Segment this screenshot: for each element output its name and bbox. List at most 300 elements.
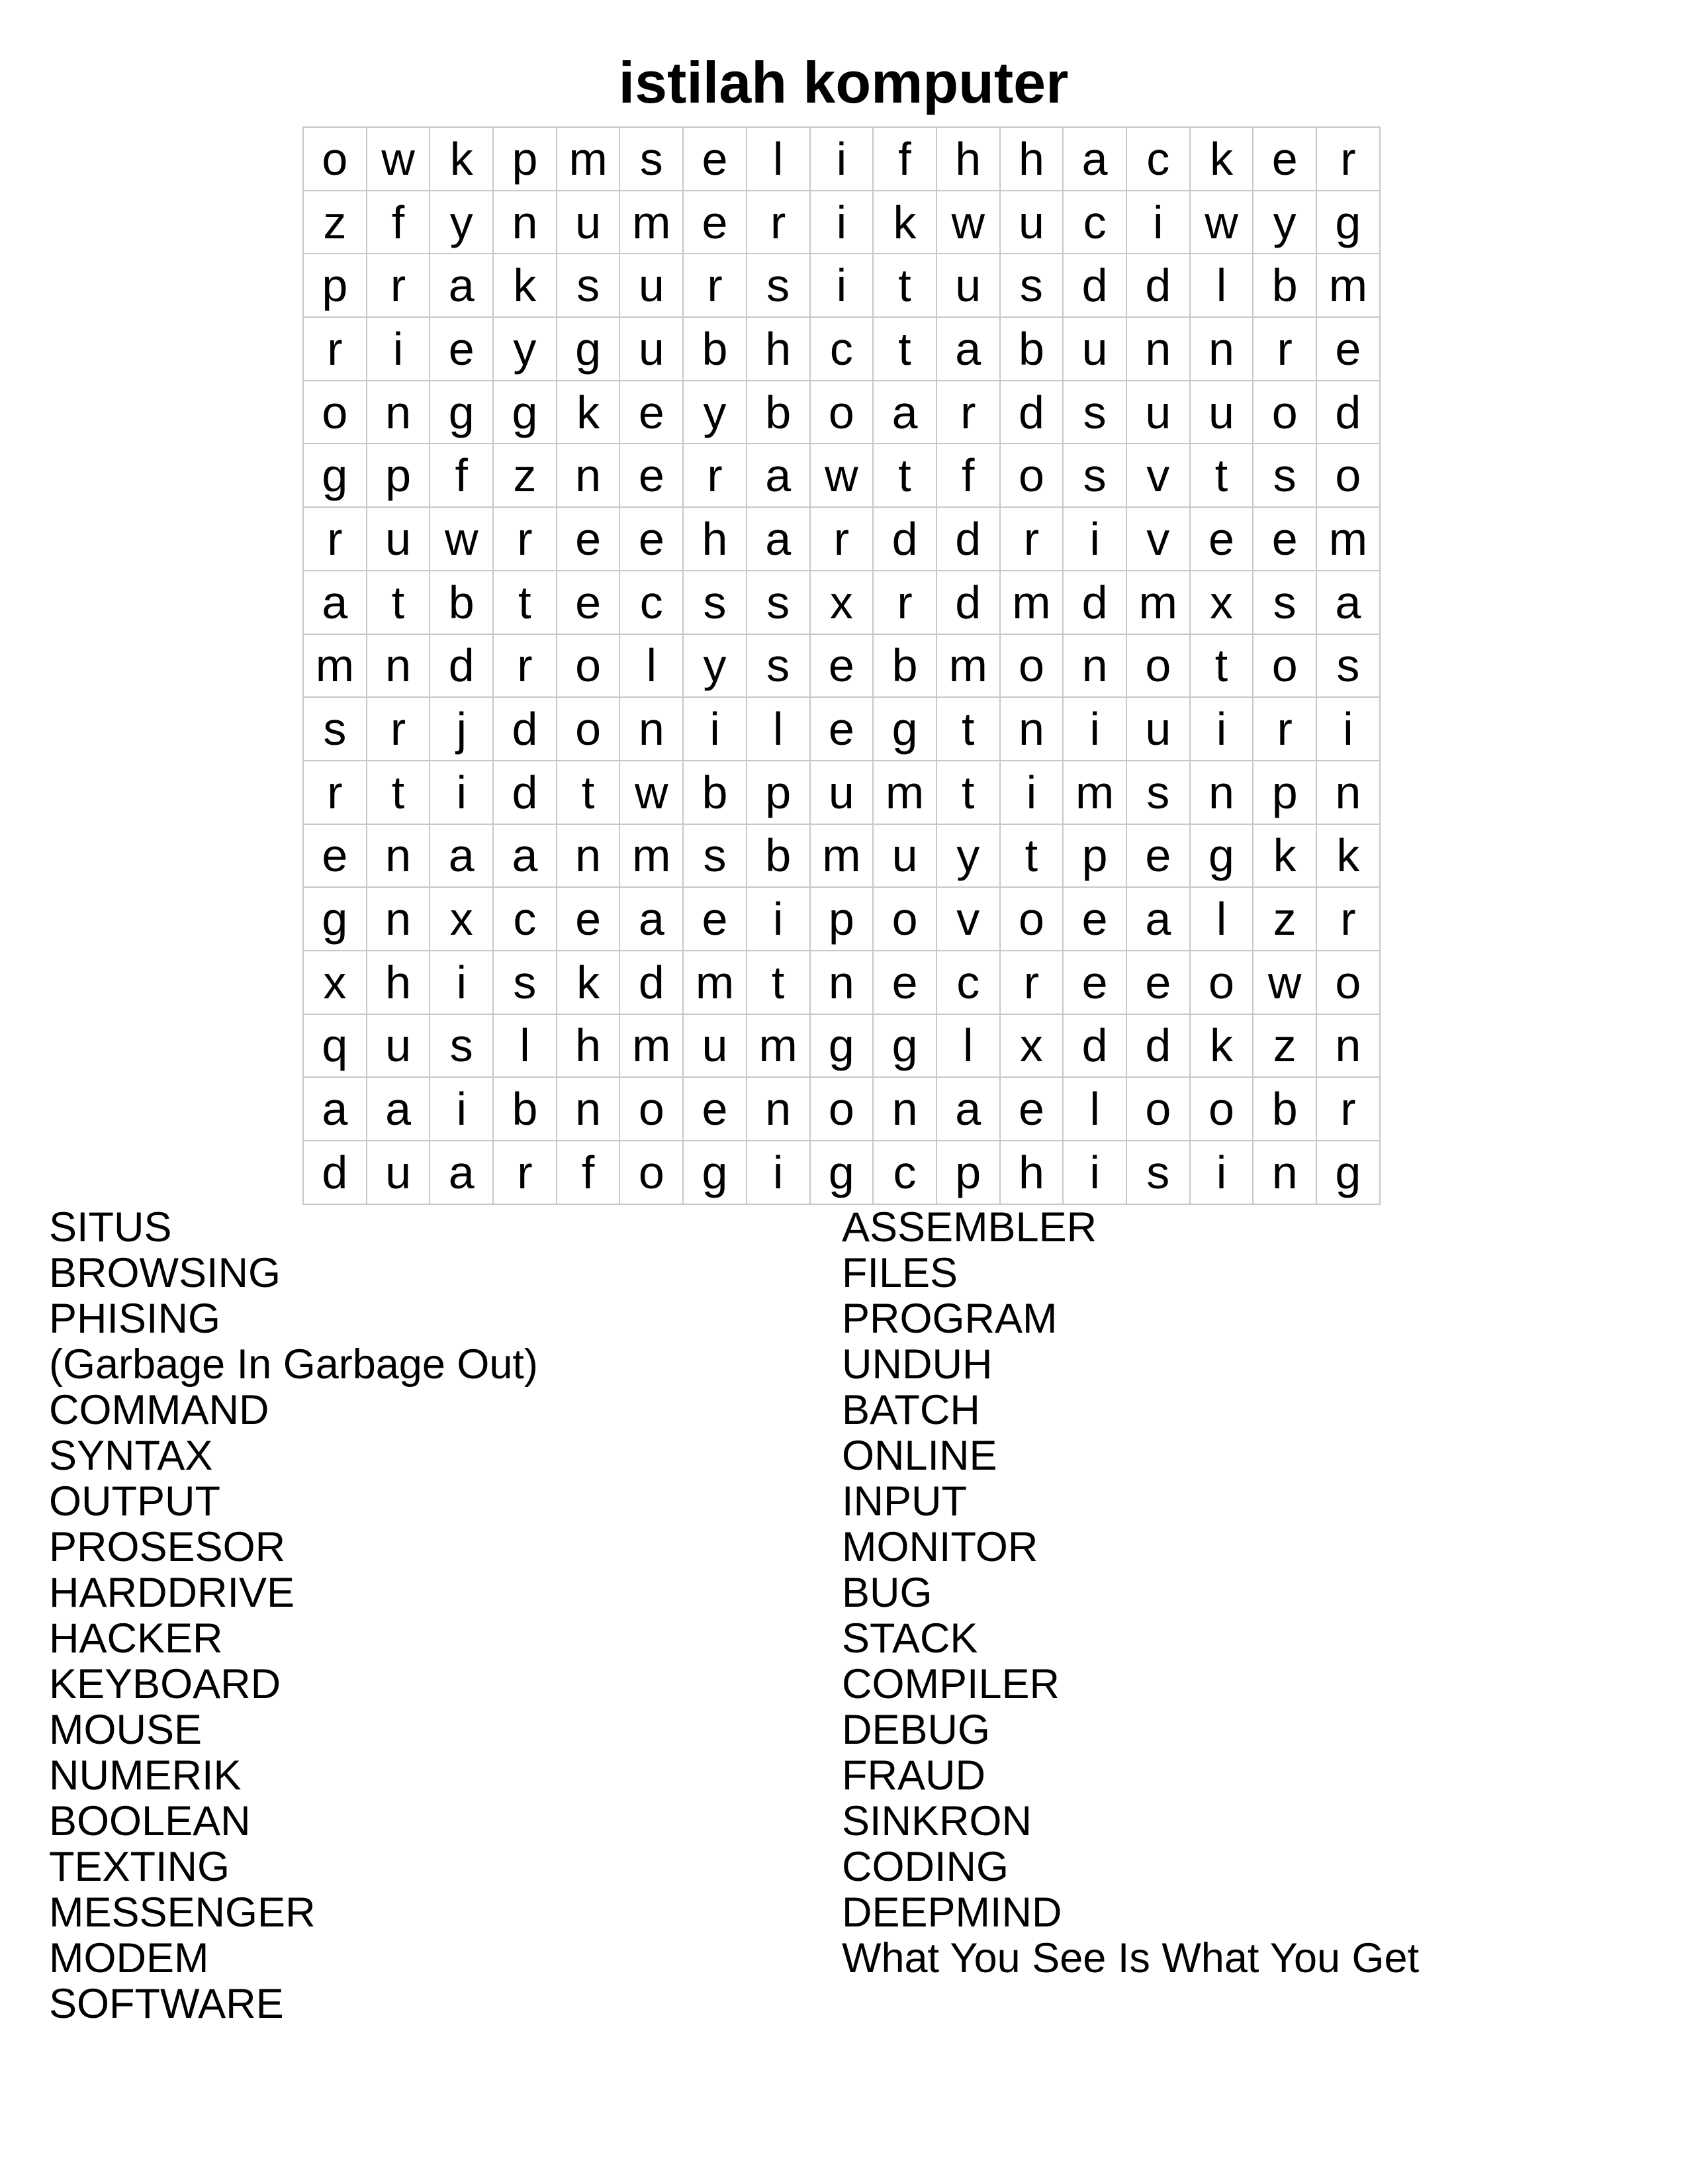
grid-cell: n bbox=[1191, 318, 1254, 381]
grid-cell: t bbox=[367, 761, 431, 825]
grid-cell: o bbox=[1191, 1078, 1254, 1141]
grid-cell: b bbox=[1001, 318, 1064, 381]
grid-cell: e bbox=[1001, 1078, 1064, 1141]
grid-cell: d bbox=[494, 698, 557, 761]
word-list-item: COMPILER bbox=[842, 1661, 1060, 1707]
grid-cell: i bbox=[1064, 1141, 1127, 1205]
grid-cell: r bbox=[367, 254, 431, 318]
grid-cell: m bbox=[1317, 254, 1381, 318]
grid-cell: i bbox=[1127, 191, 1191, 255]
grid-cell: t bbox=[1191, 635, 1254, 698]
grid-cell: n bbox=[557, 825, 621, 888]
grid-cell: m bbox=[937, 635, 1001, 698]
grid-cell: c bbox=[874, 1141, 937, 1205]
grid-cell: x bbox=[1001, 1015, 1064, 1078]
grid-cell: y bbox=[937, 825, 1001, 888]
word-list-item: HACKER bbox=[49, 1615, 223, 1662]
grid-cell: n bbox=[1127, 318, 1191, 381]
grid-cell: o bbox=[811, 1078, 874, 1141]
grid-cell: b bbox=[430, 571, 494, 635]
grid-cell: e bbox=[1254, 128, 1317, 191]
grid-cell: l bbox=[747, 698, 811, 761]
grid-cell: r bbox=[874, 571, 937, 635]
grid-cell: r bbox=[494, 1141, 557, 1205]
grid-cell: m bbox=[304, 635, 367, 698]
word-list-item: MOUSE bbox=[49, 1707, 203, 1753]
grid-cell: a bbox=[1127, 888, 1191, 951]
grid-cell: v bbox=[937, 888, 1001, 951]
grid-cell: k bbox=[874, 191, 937, 255]
grid-cell: i bbox=[430, 951, 494, 1015]
grid-cell: k bbox=[430, 128, 494, 191]
word-list-item: TEXTING bbox=[49, 1844, 230, 1890]
grid-cell: u bbox=[1127, 698, 1191, 761]
grid-cell: u bbox=[1001, 191, 1064, 255]
grid-cell: n bbox=[1317, 1015, 1381, 1078]
grid-cell: t bbox=[557, 761, 621, 825]
word-list-item: DEEPMIND bbox=[842, 1889, 1062, 1936]
grid-cell: a bbox=[874, 381, 937, 445]
grid-cell: u bbox=[620, 318, 684, 381]
grid-cell: e bbox=[1064, 888, 1127, 951]
grid-cell: z bbox=[494, 444, 557, 508]
grid-cell: i bbox=[1064, 508, 1127, 571]
grid-cell: b bbox=[494, 1078, 557, 1141]
grid-cell: h bbox=[367, 951, 431, 1015]
grid-cell: h bbox=[684, 508, 747, 571]
grid-cell: c bbox=[1064, 191, 1127, 255]
grid-cell: o bbox=[620, 1141, 684, 1205]
word-list-item: MODEM bbox=[49, 1935, 209, 1981]
grid-cell: o bbox=[1001, 888, 1064, 951]
word-list-item: SYNTAX bbox=[49, 1433, 213, 1479]
grid-cell: t bbox=[874, 254, 937, 318]
word-list-item: MONITOR bbox=[842, 1524, 1038, 1570]
grid-cell: h bbox=[1001, 128, 1064, 191]
grid-cell: p bbox=[747, 761, 811, 825]
grid-cell: m bbox=[747, 1015, 811, 1078]
grid-cell: v bbox=[1127, 508, 1191, 571]
word-list-item: PHISING bbox=[49, 1296, 221, 1342]
grid-cell: o bbox=[811, 381, 874, 445]
grid-cell: i bbox=[811, 254, 874, 318]
grid-cell: h bbox=[747, 318, 811, 381]
grid-cell: s bbox=[684, 571, 747, 635]
grid-cell: d bbox=[937, 508, 1001, 571]
grid-cell: n bbox=[620, 698, 684, 761]
grid-cell: r bbox=[811, 508, 874, 571]
grid-cell: o bbox=[1191, 951, 1254, 1015]
grid-cell: s bbox=[620, 128, 684, 191]
word-list-item: OUTPUT bbox=[49, 1478, 220, 1525]
grid-cell: u bbox=[620, 254, 684, 318]
grid-cell: p bbox=[1254, 761, 1317, 825]
grid-cell: p bbox=[1064, 825, 1127, 888]
grid-cell: i bbox=[684, 698, 747, 761]
grid-cell: t bbox=[874, 444, 937, 508]
grid-cell: n bbox=[367, 635, 431, 698]
word-list-item: HARDDRIVE bbox=[49, 1570, 295, 1616]
grid-cell: w bbox=[620, 761, 684, 825]
grid-cell: e bbox=[684, 1078, 747, 1141]
grid-cell: d bbox=[430, 635, 494, 698]
grid-cell: j bbox=[430, 698, 494, 761]
grid-cell: e bbox=[620, 381, 684, 445]
word-list-item: DEBUG bbox=[842, 1707, 991, 1753]
word-list-item: BUG bbox=[842, 1570, 933, 1616]
grid-cell: e bbox=[1127, 825, 1191, 888]
grid-cell: s bbox=[430, 1015, 494, 1078]
grid-cell: e bbox=[1191, 508, 1254, 571]
grid-cell: y bbox=[1254, 191, 1317, 255]
grid-cell: f bbox=[937, 444, 1001, 508]
grid-cell: a bbox=[430, 825, 494, 888]
grid-cell: m bbox=[1317, 508, 1381, 571]
grid-cell: g bbox=[430, 381, 494, 445]
word-list-item: BATCH bbox=[842, 1387, 980, 1433]
grid-cell: o bbox=[1317, 444, 1381, 508]
grid-cell: b bbox=[1254, 1078, 1317, 1141]
letter-grid bbox=[302, 126, 1381, 1205]
grid-cell: w bbox=[1191, 191, 1254, 255]
grid-cell: x bbox=[1191, 571, 1254, 635]
grid-cell: c bbox=[1127, 128, 1191, 191]
grid-cell: m bbox=[557, 128, 621, 191]
grid-cell: a bbox=[304, 1078, 367, 1141]
grid-cell: a bbox=[430, 1141, 494, 1205]
grid-cell: u bbox=[811, 761, 874, 825]
grid-cell: b bbox=[684, 761, 747, 825]
grid-cell: t bbox=[367, 571, 431, 635]
grid-cell: i bbox=[811, 128, 874, 191]
puzzle-title: istilah komputer bbox=[618, 50, 1069, 115]
grid-cell: o bbox=[1127, 635, 1191, 698]
grid-cell: c bbox=[620, 571, 684, 635]
grid-cell: m bbox=[620, 825, 684, 888]
grid-cell: t bbox=[1001, 825, 1064, 888]
grid-cell: e bbox=[1254, 508, 1317, 571]
grid-cell: n bbox=[557, 1078, 621, 1141]
grid-cell: i bbox=[1191, 698, 1254, 761]
grid-cell: u bbox=[1191, 381, 1254, 445]
grid-cell: r bbox=[1317, 128, 1381, 191]
grid-cell: t bbox=[1191, 444, 1254, 508]
grid-cell: d bbox=[874, 508, 937, 571]
grid-cell: c bbox=[811, 318, 874, 381]
grid-cell: o bbox=[1127, 1078, 1191, 1141]
word-list-item: NUMERIK bbox=[49, 1752, 242, 1799]
grid-cell: e bbox=[557, 571, 621, 635]
grid-cell: a bbox=[304, 571, 367, 635]
grid-cell: k bbox=[494, 254, 557, 318]
grid-cell: g bbox=[874, 1015, 937, 1078]
grid-cell: l bbox=[1191, 888, 1254, 951]
grid-cell: s bbox=[1127, 1141, 1191, 1205]
grid-cell: s bbox=[1254, 571, 1317, 635]
word-list-right bbox=[842, 1205, 1419, 1981]
grid-cell: g bbox=[304, 444, 367, 508]
grid-cell: t bbox=[494, 571, 557, 635]
grid-cell: k bbox=[1254, 825, 1317, 888]
grid-cell: r bbox=[684, 254, 747, 318]
grid-cell: w bbox=[1254, 951, 1317, 1015]
grid-cell: o bbox=[557, 635, 621, 698]
grid-cell: g bbox=[874, 698, 937, 761]
grid-cell: r bbox=[1001, 508, 1064, 571]
grid-cell: r bbox=[1317, 1078, 1381, 1141]
grid-cell: d bbox=[1127, 1015, 1191, 1078]
grid-cell: u bbox=[937, 254, 1001, 318]
grid-cell: o bbox=[1317, 951, 1381, 1015]
word-list-item: INPUT bbox=[842, 1478, 967, 1525]
grid-cell: b bbox=[1254, 254, 1317, 318]
grid-cell: q bbox=[304, 1015, 367, 1078]
grid-cell: i bbox=[1001, 761, 1064, 825]
grid-cell: s bbox=[1001, 254, 1064, 318]
grid-cell: m bbox=[620, 1015, 684, 1078]
grid-cell: a bbox=[937, 1078, 1001, 1141]
grid-cell: r bbox=[304, 318, 367, 381]
grid-cell: r bbox=[304, 508, 367, 571]
grid-cell: a bbox=[367, 1078, 431, 1141]
grid-cell: m bbox=[874, 761, 937, 825]
grid-cell: x bbox=[811, 571, 874, 635]
grid-cell: e bbox=[874, 951, 937, 1015]
word-list-item: BOOLEAN bbox=[49, 1798, 251, 1844]
grid-cell: d bbox=[937, 571, 1001, 635]
grid-cell: s bbox=[747, 254, 811, 318]
grid-cell: b bbox=[684, 318, 747, 381]
grid-cell: k bbox=[1191, 1015, 1254, 1078]
grid-cell: l bbox=[620, 635, 684, 698]
grid-cell: e bbox=[304, 825, 367, 888]
grid-cell: m bbox=[1064, 761, 1127, 825]
grid-cell: e bbox=[620, 508, 684, 571]
grid-cell: o bbox=[1001, 444, 1064, 508]
grid-cell: w bbox=[811, 444, 874, 508]
grid-cell: n bbox=[1191, 761, 1254, 825]
grid-cell: g bbox=[684, 1141, 747, 1205]
grid-cell: e bbox=[684, 888, 747, 951]
word-list-item: FILES bbox=[842, 1250, 958, 1296]
grid-cell: r bbox=[937, 381, 1001, 445]
grid-cell: u bbox=[367, 1015, 431, 1078]
grid-cell: y bbox=[430, 191, 494, 255]
word-list-item: What You See Is What You Get bbox=[842, 1935, 1420, 1981]
grid-cell: n bbox=[367, 825, 431, 888]
grid-cell: z bbox=[304, 191, 367, 255]
grid-cell: u bbox=[557, 191, 621, 255]
grid-cell: a bbox=[494, 825, 557, 888]
grid-cell: l bbox=[1064, 1078, 1127, 1141]
grid-cell: i bbox=[1064, 698, 1127, 761]
grid-cell: e bbox=[811, 698, 874, 761]
grid-cell: e bbox=[430, 318, 494, 381]
grid-cell: a bbox=[937, 318, 1001, 381]
grid-cell: a bbox=[1317, 571, 1381, 635]
grid-cell: g bbox=[557, 318, 621, 381]
grid-cell: r bbox=[494, 508, 557, 571]
grid-cell: i bbox=[1191, 1141, 1254, 1205]
grid-cell: d bbox=[494, 761, 557, 825]
grid-cell: s bbox=[1064, 381, 1127, 445]
grid-cell: i bbox=[430, 761, 494, 825]
grid-cell: w bbox=[430, 508, 494, 571]
grid-cell: n bbox=[811, 951, 874, 1015]
grid-cell: s bbox=[1127, 761, 1191, 825]
grid-cell: f bbox=[367, 191, 431, 255]
grid-cell: y bbox=[494, 318, 557, 381]
grid-cell: i bbox=[747, 1141, 811, 1205]
word-list-item: CODING bbox=[842, 1844, 1009, 1890]
grid-cell: t bbox=[874, 318, 937, 381]
grid-cell: u bbox=[367, 508, 431, 571]
grid-cell: r bbox=[494, 635, 557, 698]
grid-cell: d bbox=[1317, 381, 1381, 445]
word-list-item: COMMAND bbox=[49, 1387, 269, 1433]
grid-cell: o bbox=[1001, 635, 1064, 698]
word-list-item: ONLINE bbox=[842, 1433, 997, 1479]
grid-cell: r bbox=[304, 761, 367, 825]
grid-cell: h bbox=[557, 1015, 621, 1078]
grid-cell: s bbox=[684, 825, 747, 888]
grid-cell: p bbox=[304, 254, 367, 318]
grid-cell: b bbox=[874, 635, 937, 698]
grid-cell: s bbox=[1254, 444, 1317, 508]
grid-cell: o bbox=[304, 128, 367, 191]
grid-cell: l bbox=[494, 1015, 557, 1078]
grid-cell: w bbox=[367, 128, 431, 191]
grid-cell: s bbox=[1064, 444, 1127, 508]
grid-cell: r bbox=[1317, 888, 1381, 951]
grid-cell: r bbox=[367, 698, 431, 761]
grid-cell: g bbox=[304, 888, 367, 951]
grid-cell: z bbox=[1254, 888, 1317, 951]
grid-cell: g bbox=[494, 381, 557, 445]
grid-cell: a bbox=[747, 508, 811, 571]
grid-cell: w bbox=[937, 191, 1001, 255]
grid-cell: s bbox=[557, 254, 621, 318]
grid-cell: o bbox=[620, 1078, 684, 1141]
grid-cell: a bbox=[1064, 128, 1127, 191]
grid-cell: e bbox=[1064, 951, 1127, 1015]
grid-cell: d bbox=[620, 951, 684, 1015]
grid-cell: e bbox=[557, 888, 621, 951]
grid-cell: n bbox=[1254, 1141, 1317, 1205]
grid-cell: d bbox=[1127, 254, 1191, 318]
grid-cell: p bbox=[811, 888, 874, 951]
grid-cell: y bbox=[684, 381, 747, 445]
grid-cell: i bbox=[811, 191, 874, 255]
grid-cell: n bbox=[367, 381, 431, 445]
grid-cell: b bbox=[747, 825, 811, 888]
grid-cell: o bbox=[304, 381, 367, 445]
grid-cell: n bbox=[874, 1078, 937, 1141]
grid-cell: o bbox=[1254, 635, 1317, 698]
grid-cell: k bbox=[557, 951, 621, 1015]
grid-cell: u bbox=[1127, 381, 1191, 445]
grid-cell: d bbox=[304, 1141, 367, 1205]
grid-cell: g bbox=[811, 1141, 874, 1205]
grid-cell: s bbox=[304, 698, 367, 761]
word-list-item: SITUS bbox=[49, 1204, 172, 1251]
grid-cell: e bbox=[1317, 318, 1381, 381]
grid-cell: n bbox=[1064, 635, 1127, 698]
grid-cell: o bbox=[557, 698, 621, 761]
grid-cell: k bbox=[557, 381, 621, 445]
grid-cell: m bbox=[811, 825, 874, 888]
grid-cell: n bbox=[557, 444, 621, 508]
grid-cell: e bbox=[684, 128, 747, 191]
grid-cell: p bbox=[494, 128, 557, 191]
grid-cell: t bbox=[937, 698, 1001, 761]
grid-cell: n bbox=[494, 191, 557, 255]
grid-cell: y bbox=[684, 635, 747, 698]
grid-cell: g bbox=[811, 1015, 874, 1078]
grid-cell: l bbox=[747, 128, 811, 191]
grid-cell: r bbox=[747, 191, 811, 255]
grid-cell: i bbox=[367, 318, 431, 381]
grid-cell: s bbox=[747, 635, 811, 698]
grid-cell: x bbox=[430, 888, 494, 951]
grid-cell: e bbox=[557, 508, 621, 571]
grid-cell: h bbox=[937, 128, 1001, 191]
grid-cell: l bbox=[1191, 254, 1254, 318]
grid-cell: v bbox=[1127, 444, 1191, 508]
grid-cell: u bbox=[367, 1141, 431, 1205]
grid-cell: n bbox=[1317, 761, 1381, 825]
grid-cell: r bbox=[684, 444, 747, 508]
grid-cell: i bbox=[1317, 698, 1381, 761]
grid-cell: r bbox=[1254, 698, 1317, 761]
grid-cell: n bbox=[1001, 698, 1064, 761]
grid-cell: a bbox=[430, 254, 494, 318]
grid-cell: o bbox=[874, 888, 937, 951]
grid-cell: i bbox=[747, 888, 811, 951]
grid-cell: h bbox=[1001, 1141, 1064, 1205]
grid-cell: e bbox=[1127, 951, 1191, 1015]
grid-cell: u bbox=[874, 825, 937, 888]
word-list-item: KEYBOARD bbox=[49, 1661, 281, 1707]
grid-cell: f bbox=[557, 1141, 621, 1205]
grid-cell: o bbox=[1254, 381, 1317, 445]
grid-cell: e bbox=[811, 635, 874, 698]
word-list-item: MESSENGER bbox=[49, 1889, 316, 1936]
grid-cell: d bbox=[1064, 1015, 1127, 1078]
grid-cell: u bbox=[684, 1015, 747, 1078]
grid-cell: x bbox=[304, 951, 367, 1015]
grid-cell: c bbox=[494, 888, 557, 951]
grid-cell: m bbox=[684, 951, 747, 1015]
word-list-item: PROSESOR bbox=[49, 1524, 286, 1570]
grid-cell: z bbox=[1254, 1015, 1317, 1078]
grid-cell: g bbox=[1317, 191, 1381, 255]
grid-cell: f bbox=[874, 128, 937, 191]
grid-cell: k bbox=[1191, 128, 1254, 191]
grid-cell: i bbox=[430, 1078, 494, 1141]
word-list-item: STACK bbox=[842, 1615, 978, 1662]
grid-cell: a bbox=[747, 444, 811, 508]
grid-cell: f bbox=[430, 444, 494, 508]
grid-cell: t bbox=[937, 761, 1001, 825]
grid-cell: s bbox=[1317, 635, 1381, 698]
grid-cell: r bbox=[1254, 318, 1317, 381]
grid-cell: m bbox=[1127, 571, 1191, 635]
grid-cell: g bbox=[1317, 1141, 1381, 1205]
grid-cell: m bbox=[1001, 571, 1064, 635]
grid-cell: r bbox=[1001, 951, 1064, 1015]
word-list-item: ASSEMBLER bbox=[842, 1204, 1097, 1251]
